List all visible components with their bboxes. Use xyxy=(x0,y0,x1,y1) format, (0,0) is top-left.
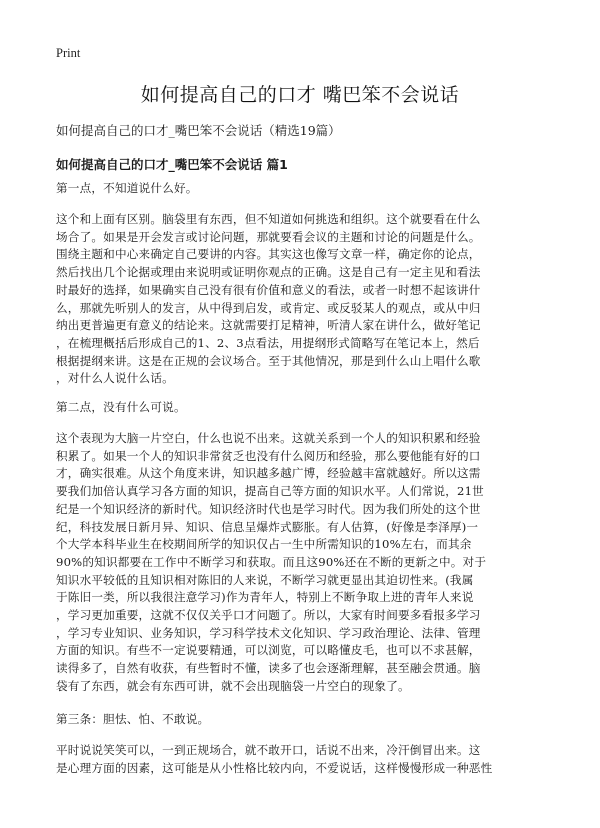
paragraph-line: ，在梳理概括后形成自己的1、2、3点看法，用提纲形式简略写在笔记本上，然后 xyxy=(56,335,480,350)
paragraph-line: 要我们加倍认真学习各方面的知识，提高自己等方面的知识水平。人们常说，21世 xyxy=(56,484,484,499)
paragraph-line: 纪是一个知识经济的新时代。知识经济时代也是学习时代。因为我们所处的这个世 xyxy=(56,501,481,516)
point1-heading: 第一点，不知道说什么好。 xyxy=(56,181,198,195)
paragraph-line: 围绕主题和中心来确定自己要讲的内容。其实这也像写文章一样，确定你的论点， xyxy=(56,247,481,262)
paragraph-line: 这个和上面有区别。脑袋里有东西，但不知道如何挑选和组织。这个就要看在什么 xyxy=(56,212,481,226)
paragraph-line: 积累了。如果一个人的知识非常贫乏也没有什么阅历和经验，那么要他能有好的口 xyxy=(56,448,481,463)
paragraph-line: 袋有了东西，就会有东西可讲，就不会出现脑袋一片空白的现象了。 xyxy=(56,678,410,693)
point3-heading: 第三条：胆怯、怕、不敢说。 xyxy=(56,712,210,726)
section-heading: 如何提高自己的口才_嘴巴笨不会说话 篇1 xyxy=(56,157,288,172)
paragraph-line: 才，确实很难。从这个角度来讲，知识越多越广博，经验越丰富就越好。所以这需 xyxy=(56,466,481,481)
paragraph-line: 纳出更普遍更有意义的结论来。这就需要打足精神，听清人家在讲什么，做好笔记 xyxy=(56,318,481,333)
paragraph-line: 场合了。如果是开会发言或讨论问题，那就要看会议的主题和讨论的问题是什么。 xyxy=(56,229,481,244)
paragraph-line: 是心理方面的因素，这可能是从小性格比较内向，不爱说话，这样慢慢形成一种恶性 xyxy=(56,760,493,775)
paragraph-line: 根据提纲来讲。这是在正规的会议场合。至于其他情况，那是到什么山上唱什么歌 xyxy=(56,353,481,368)
page-title: 如何提高自己的口才 嘴巴笨不会说话 xyxy=(140,84,460,106)
paragraph-line: ，对什么人说什么话。 xyxy=(56,371,174,386)
paragraph-line: ，学习专业知识、业务知识，学习科学技术文化知识、学习政治理论、法律、管理 xyxy=(56,625,481,640)
paragraph-line: 方面的知识。有些不一定说要精通，可以浏览，可以略懂皮毛，也可以不求甚解， xyxy=(56,643,481,658)
point2-heading: 第二点，没有什么可说。 xyxy=(56,400,186,414)
paragraph-line: 90%的知识都要在工作中不断学习和获取。而且这90%还在不断的更新之中。对于 xyxy=(56,554,487,569)
paragraph-line: 然后找出几个论据或理由来说明或证明你观点的正确。这是自己有一定主见和看法 xyxy=(56,265,481,280)
point3-paragraph xyxy=(56,742,554,777)
point1-paragraph xyxy=(56,211,554,388)
paragraph-line: 于陈旧一类，所以我很注意学习)作为青年人，特别上不断争取上进的青年人来说 xyxy=(56,590,474,605)
paragraph-line: 读得多了，自然有收获，有些暂时不懂，读多了也会逐渐理解，甚至融会贯通。脑 xyxy=(56,661,481,676)
paragraph-line: 时最好的选择，如果确实自己没有很有价值和意义的看法，或者一时想不起该讲什 xyxy=(56,282,481,297)
paragraph-line: 平时说说笑笑可以，一到正规场合，就不敢开口，话说不出来，冷汗倒冒出来。这 xyxy=(56,743,481,757)
paragraph-line: 纪，科技发展日新月异、知识、信息呈爆炸式膨胀。有人估算，(好像是李泽厚)一 xyxy=(56,519,479,534)
paragraph-line: 个大学本科毕业生在校期间所学的知识仅占一生中所需知识的10%左右，而其余 xyxy=(56,537,472,552)
paragraph-line: 么，那就先听别人的发言，从中得到启发，或肯定、或反驳某人的观点，或从中归 xyxy=(56,300,481,315)
point2-paragraph xyxy=(56,430,554,696)
document-subtitle: 如何提高自己的口才_嘴巴笨不会说话（精选19篇） xyxy=(56,123,341,138)
paragraph-line: ，学习更加重要，这就不仅仅关乎口才问题了。所以，大家有时间要多看报多学习 xyxy=(56,608,481,623)
paragraph-line: 这个表现为大脑一片空白，什么也说不出来。这就关系到一个人的知识积累和经验 xyxy=(56,431,481,445)
print-link[interactable]: Print xyxy=(56,46,81,60)
paragraph-line: 知识水平较低的且知识相对陈旧的人来说，不断学习就更显出其迫切性来。(我属 xyxy=(56,572,474,587)
